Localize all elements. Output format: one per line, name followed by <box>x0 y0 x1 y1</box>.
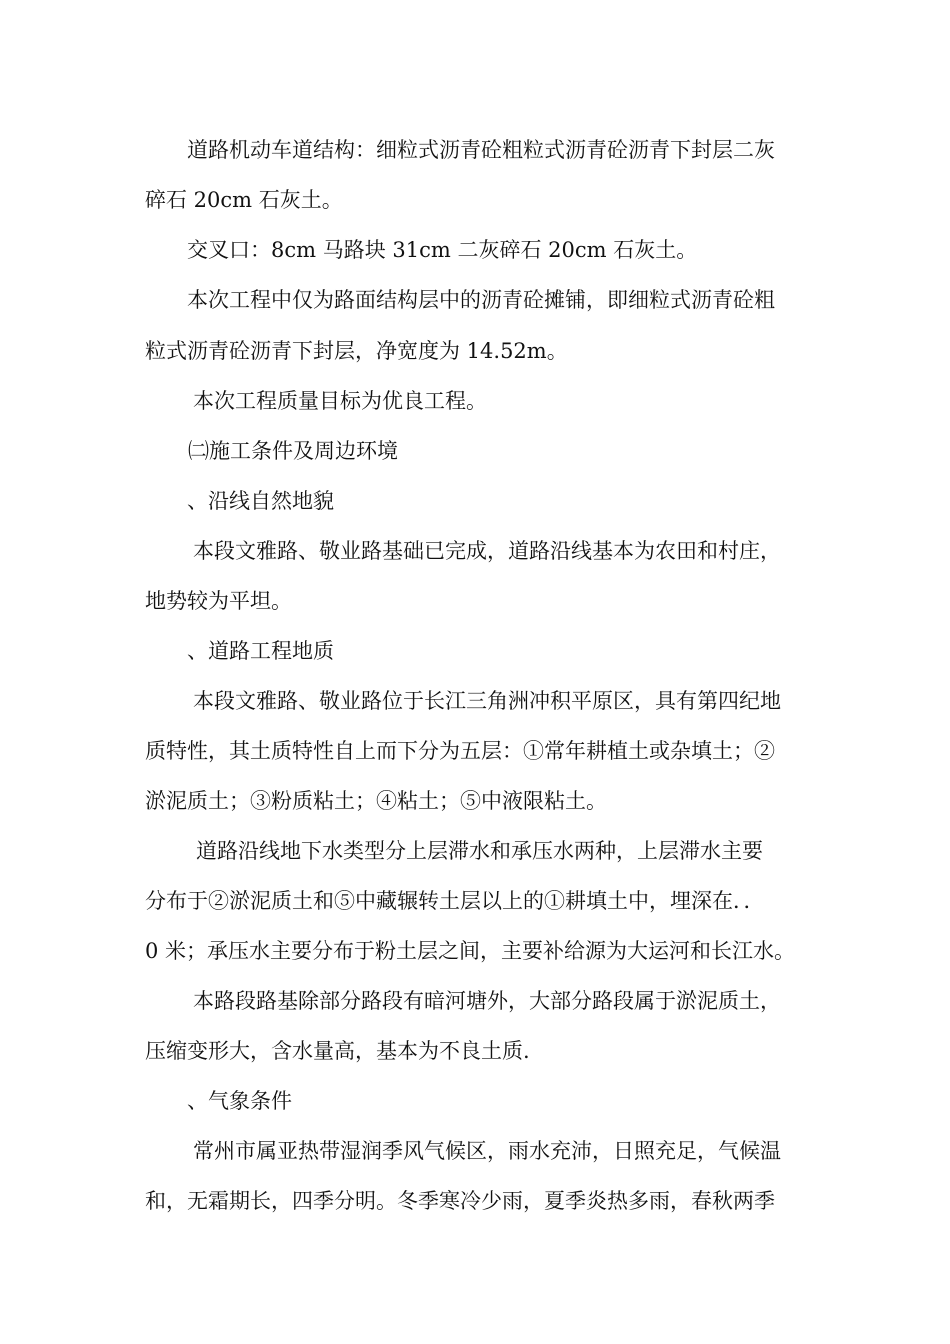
paragraph-line: 常州市属亚热带湿润季风气候区，雨水充沛，日照充足，气候温 <box>193 1139 781 1163</box>
paragraph-line: 地势较为平坦。 <box>145 589 292 613</box>
paragraph-line: 淤泥质土；③粉质粘土；④粘土；⑤中液限粘土。 <box>145 789 607 813</box>
paragraph-line: 道路机动车道结构：细粒式沥青砼粗粒式沥青砼沥青下封层二灰 <box>187 138 775 162</box>
subsection-heading: 、气象条件 <box>187 1089 292 1113</box>
paragraph-line: 本段文雅路、敬业路基础已完成，道路沿线基本为农田和村庄， <box>193 539 781 563</box>
paragraph-line: 道路沿线地下水类型分上层滞水和承压水两种，上层滞水主要 <box>196 839 763 863</box>
paragraph-line: 0 米；承压水主要分布于粉土层之间，主要补给源为大运河和长江水。 <box>145 939 796 963</box>
paragraph-line: 质特性，其土质特性自上而下分为五层：①常年耕植土或杂填土；② <box>145 739 775 763</box>
paragraph-line: 分布于②淤泥质土和⑤中藏辗转土层以上的①耕填土中，埋深在．． <box>145 889 765 913</box>
subsection-heading: 、沿线自然地貌 <box>187 489 334 513</box>
paragraph-line: 本次工程质量目标为优良工程。 <box>193 389 487 413</box>
paragraph-line: 和，无霜期长，四季分明。冬季寒冷少雨，夏季炎热多雨，春秋两季 <box>145 1189 775 1213</box>
subsection-heading: 、道路工程地质 <box>187 639 334 663</box>
paragraph-line: 本路段路基除部分路段有暗河塘外，大部分路段属于淤泥质土， <box>193 989 781 1013</box>
section-heading: ㈡施工条件及周边环境 <box>188 439 398 463</box>
paragraph-line: 本段文雅路、敬业路位于长江三角洲冲积平原区，具有第四纪地 <box>193 689 781 713</box>
paragraph-line: 本次工程中仅为路面结构层中的沥青砼摊铺，即细粒式沥青砼粗 <box>187 288 775 312</box>
paragraph-line: 碎石 20cm 石灰土。 <box>145 188 343 212</box>
paragraph-line: 粒式沥青砼沥青下封层，净宽度为 14.52m。 <box>145 339 568 363</box>
paragraph-line: 交叉口：8cm 马路块 31cm 二灰碎石 20cm 石灰土。 <box>187 238 698 262</box>
paragraph-line: 压缩变形大，含水量高，基本为不良土质. <box>145 1039 530 1063</box>
